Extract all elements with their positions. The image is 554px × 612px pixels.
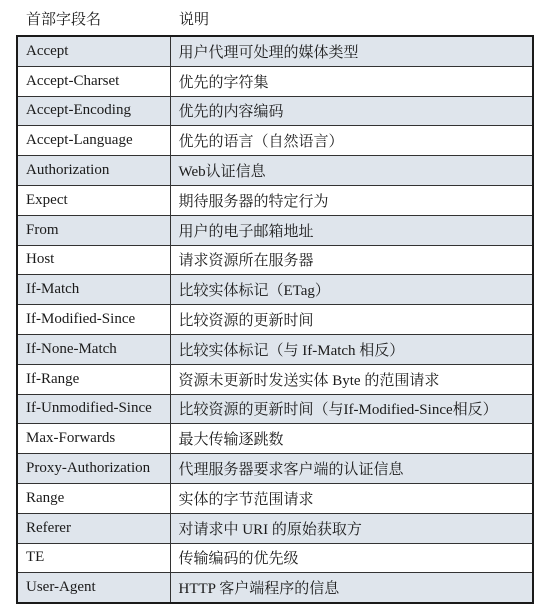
header-field-name-cell: Accept-Charset <box>17 66 170 96</box>
header-description-cell: 比较资源的更新时间 <box>170 305 533 335</box>
header-description-cell: 用户的电子邮箱地址 <box>170 215 533 245</box>
header-field-name-cell: Referer <box>17 513 170 543</box>
table-row <box>17 185 533 215</box>
table-row <box>17 364 533 394</box>
header-field-name-cell: From <box>17 215 170 245</box>
table-row <box>17 275 533 305</box>
table-row <box>17 305 533 335</box>
header-description-cell: 比较实体标记（ETag） <box>170 275 533 305</box>
header-description-cell: 对请求中 URI 的原始获取方 <box>170 513 533 543</box>
header-description-cell: 资源未更新时发送实体 Byte 的范围请求 <box>170 364 533 394</box>
header-description-cell: 用户代理可处理的媒体类型 <box>170 36 533 66</box>
header-description-cell: 请求资源所在服务器 <box>170 245 533 275</box>
table-body <box>17 36 533 603</box>
header-field-name-cell: If-Match <box>17 275 170 305</box>
table-row <box>17 483 533 513</box>
header-description-cell: 优先的内容编码 <box>170 96 533 126</box>
header-description-cell: 期待服务器的特定行为 <box>170 185 533 215</box>
header-field-name-cell: If-None-Match <box>17 334 170 364</box>
header-description: 说明 <box>179 11 210 28</box>
header-field-name-cell: Max-Forwards <box>17 424 170 454</box>
header-field-name-cell: Accept <box>17 36 170 66</box>
header-description-cell: 比较实体标记（与 If-Match 相反） <box>170 334 533 364</box>
header-field-name: 首部字段名 <box>26 11 102 28</box>
table-row <box>17 156 533 186</box>
header-field-name-cell: User-Agent <box>17 573 170 603</box>
table-row <box>17 573 533 603</box>
header-description-cell: 传输编码的优先级 <box>170 543 533 573</box>
header-description-cell: 最大传输逐跳数 <box>170 424 533 454</box>
header-description-cell: 优先的语言（自然语言） <box>170 126 533 156</box>
table-row <box>17 245 533 275</box>
header-description-cell: 优先的字符集 <box>170 66 533 96</box>
header-description-cell: 代理服务器要求客户端的认证信息 <box>170 454 533 484</box>
table-row <box>17 215 533 245</box>
table-header <box>16 0 534 36</box>
header-field-name-cell: Authorization <box>17 156 170 186</box>
table-row <box>17 513 533 543</box>
header-field-name-cell: Accept-Language <box>17 126 170 156</box>
header-field-name-cell: If-Modified-Since <box>17 305 170 335</box>
header-field-name-cell: Accept-Encoding <box>17 96 170 126</box>
header-field-name-cell: Proxy-Authorization <box>17 454 170 484</box>
header-description-cell: HTTP 客户端程序的信息 <box>170 573 533 603</box>
table-row <box>17 96 533 126</box>
table-row <box>17 543 533 573</box>
table-row <box>17 334 533 364</box>
header-row <box>16 0 534 36</box>
table-row <box>17 66 533 96</box>
header-field-name-cell: If-Unmodified-Since <box>17 394 170 424</box>
header-field-name-cell: Host <box>17 245 170 275</box>
table-row <box>17 424 533 454</box>
header-field-name-cell: Range <box>17 483 170 513</box>
header-field-name-cell: If-Range <box>17 364 170 394</box>
header-field-name-cell: Expect <box>17 185 170 215</box>
header-description-cell: Web认证信息 <box>170 156 533 186</box>
header-fields-table <box>16 35 534 604</box>
header-description-cell: 实体的字节范围请求 <box>170 483 533 513</box>
table-row <box>17 394 533 424</box>
table-row <box>17 126 533 156</box>
header-description-cell: 比较资源的更新时间（与If-Modified-Since相反） <box>170 394 533 424</box>
header-field-name-cell: TE <box>17 543 170 573</box>
table-row <box>17 36 533 66</box>
table-row <box>17 454 533 484</box>
